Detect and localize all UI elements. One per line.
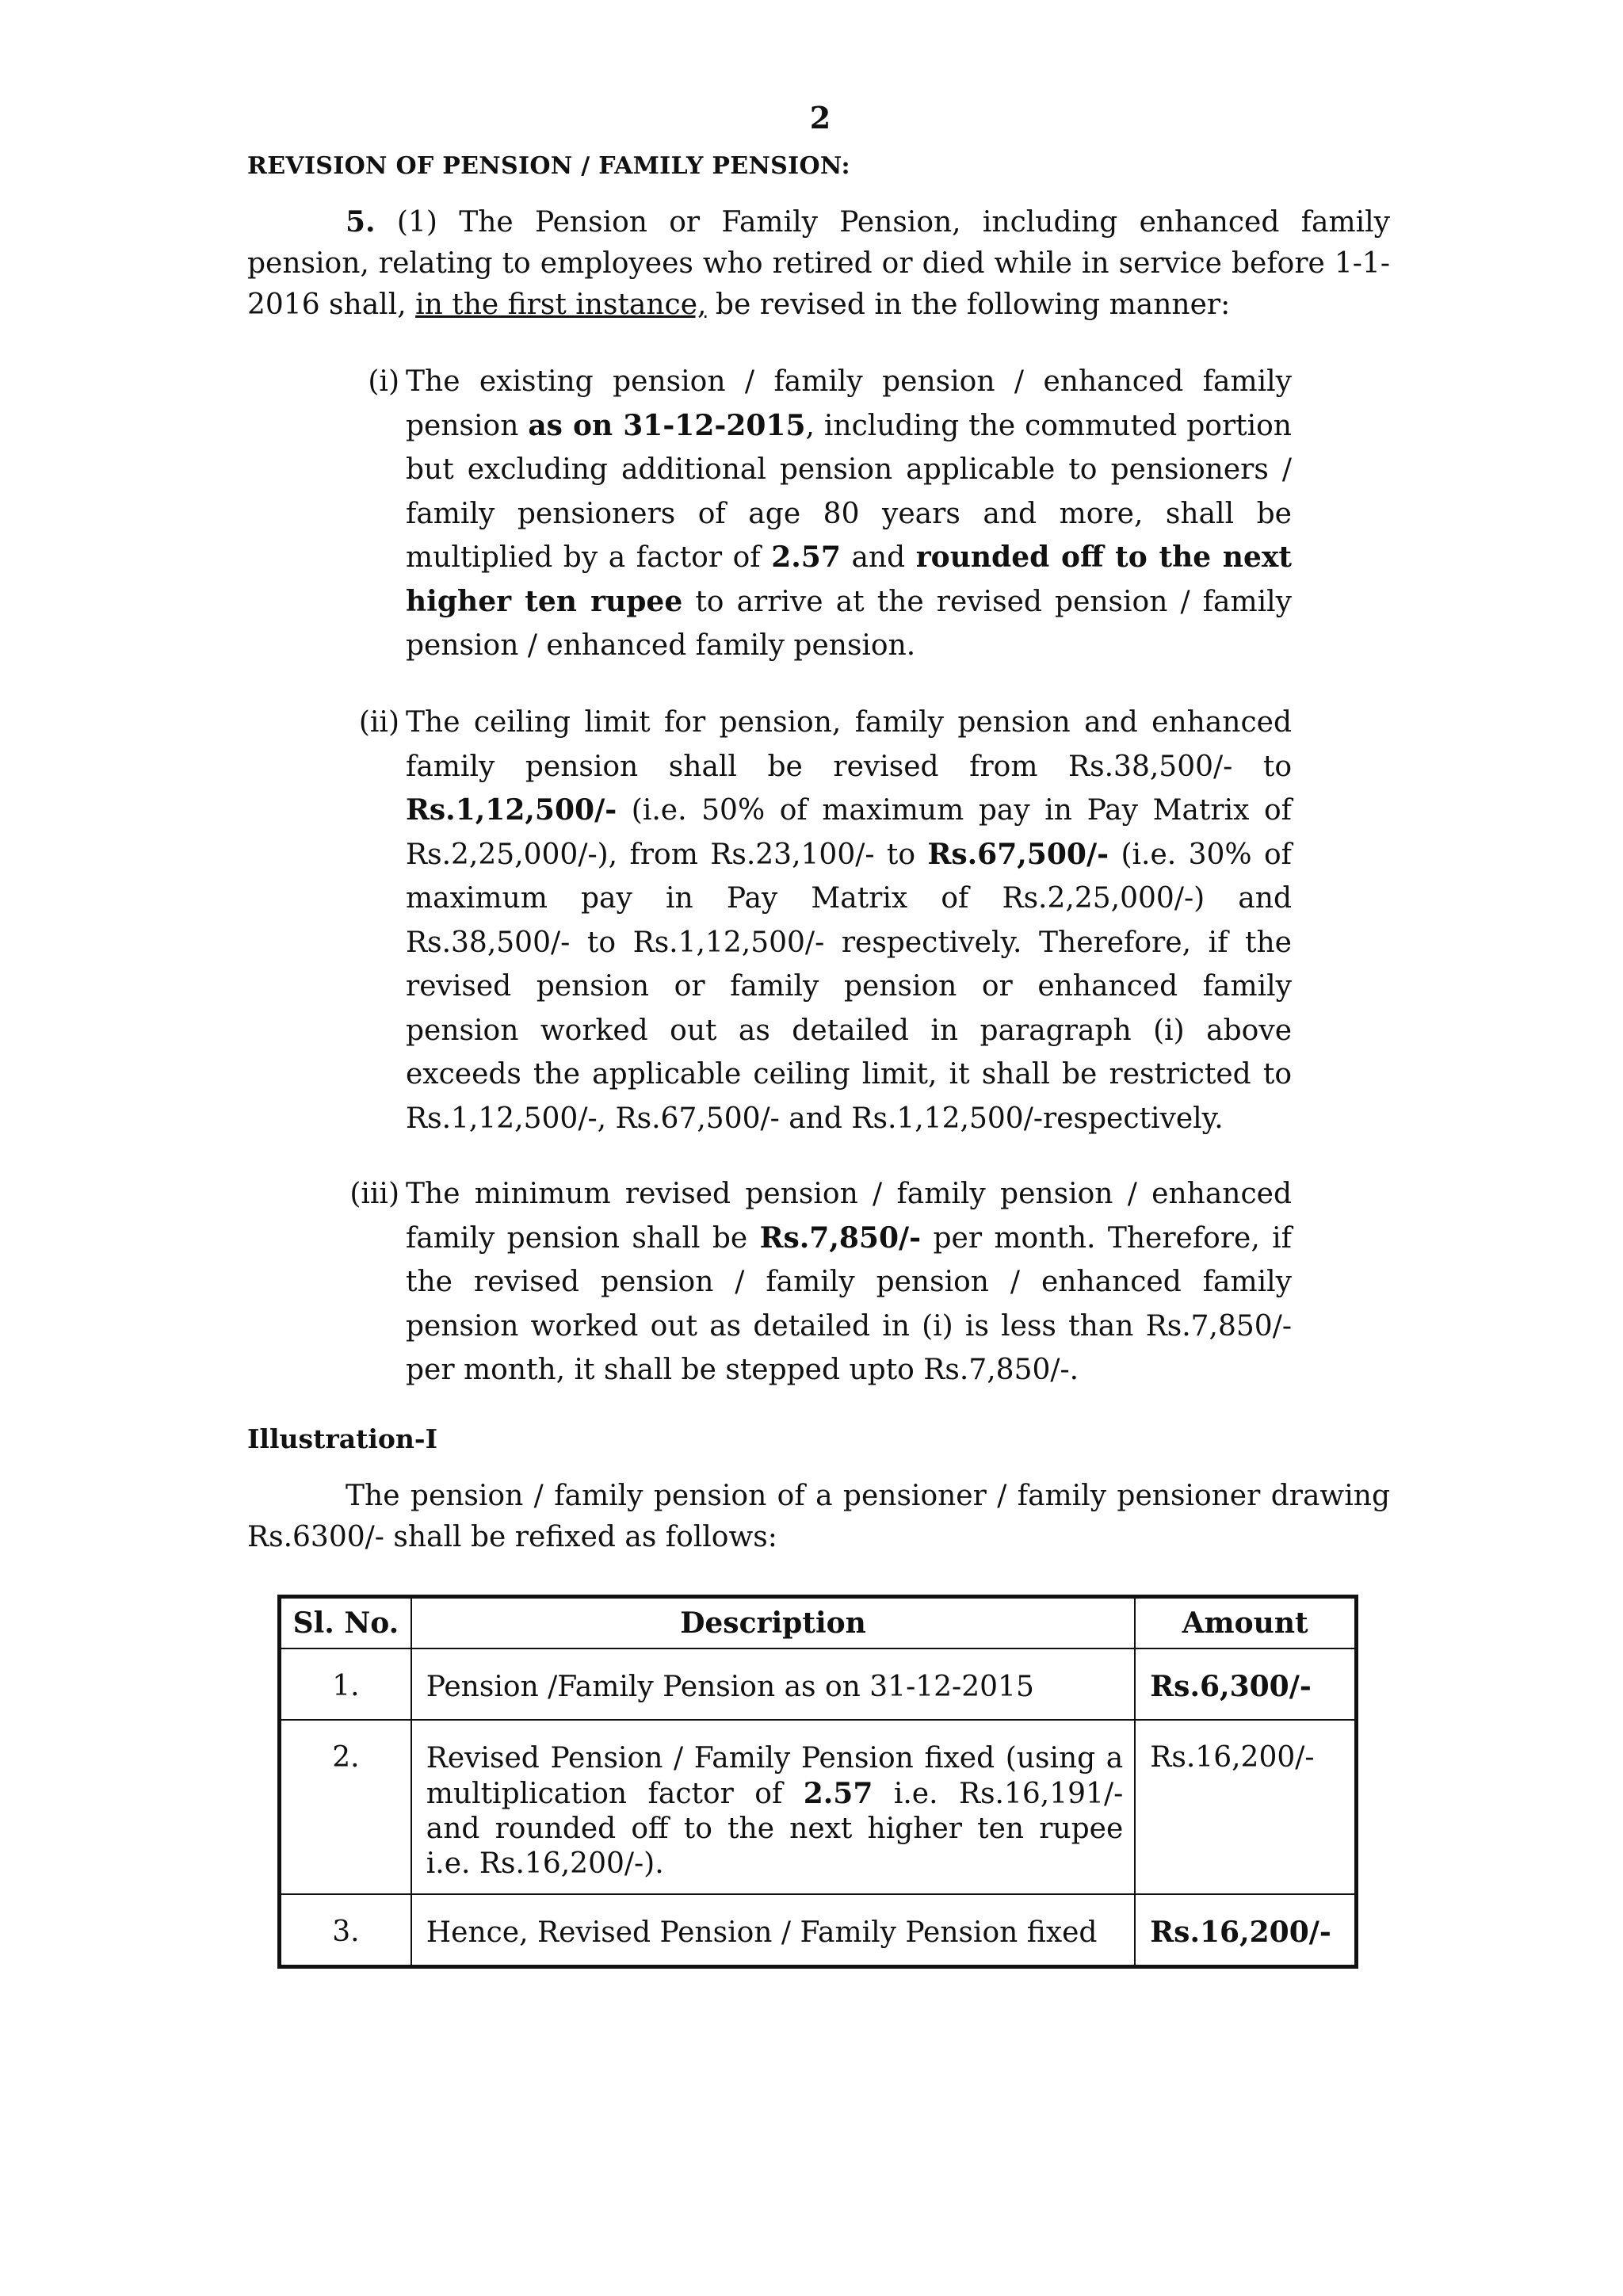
clause-iii-bold-minimum: Rs.7,850/- <box>759 1221 922 1255</box>
cell-description <box>411 1720 1136 1894</box>
clause-iii <box>349 1172 1292 1392</box>
table-row <box>280 1894 1357 1967</box>
cell-amount: Rs.6,300/- <box>1135 1648 1356 1720</box>
clause-ii <box>358 701 1292 1140</box>
cell-sl: 2. <box>280 1720 411 1894</box>
clause-iii-text-2: per month. Therefore, if the revised pension / family pension / enhanced family pension worked out as detailed in (i) is less than Rs.7,850/- per month, it shall be stepped upto Rs.7,850/-. <box>406 1221 1292 1386</box>
clause-i-bold-date: as on 31-12-2015 <box>528 408 806 442</box>
clause-ii-number: (ii) <box>358 706 399 739</box>
cell-amount: Rs.16,200/- <box>1135 1720 1356 1894</box>
header-amount: Amount <box>1135 1597 1356 1649</box>
clause-i-text-2: , including the commuted portion but excluding additional pension applicable to pensioners / family pensioners of age 80 years and more, shall be multiplied by a factor of <box>406 409 1292 574</box>
clause-iii-number: (iii) <box>349 1178 399 1210</box>
header-sl-no: Sl. No. <box>280 1597 411 1649</box>
illustration-table <box>277 1595 1358 1969</box>
paragraph-5-tail: be revised in the following manner: <box>715 288 1231 321</box>
illustration-sentence: The pension / family pension of a pensioner / family pensioner drawing Rs.6300/- shall be refixed as follows: <box>247 1480 1390 1553</box>
clause-i <box>368 360 1292 668</box>
clause-i-text-3: and <box>851 541 906 574</box>
section-heading: REVISION OF PENSION / FAMILY PENSION: <box>247 152 850 180</box>
table-row <box>280 1720 1357 1894</box>
clause-i-number: (i) <box>368 365 399 398</box>
paragraph-5-underlined: in the first instance, <box>415 288 707 321</box>
cell-description: Hence, Revised Pension / Family Pension fixed <box>411 1894 1136 1967</box>
cell-amount: Rs.16,200/- <box>1135 1894 1356 1967</box>
cell-sl: 1. <box>280 1648 411 1720</box>
illustration-text <box>247 1476 1390 1558</box>
clause-i-text-1: The existing pension / family pension / enhanced family pension <box>406 365 1292 442</box>
table-row <box>280 1648 1357 1720</box>
clause-ii-bold-family-ceiling: Rs.67,500/- <box>927 837 1109 871</box>
paragraph-5 <box>247 201 1390 326</box>
clause-i-bold-factor: 2.57 <box>771 541 841 574</box>
clause-iii-text-1: The minimum revised pension / family pension / enhanced family pension shall be <box>406 1178 1292 1255</box>
cell-description-part-a: Revised Pension / Family Pension fixed (using a multiplication factor of <box>426 1742 1124 1810</box>
illustration-heading: Illustration-I <box>247 1423 438 1454</box>
clause-i-bold-rounding: rounded off to the next higher ten rupee <box>406 541 1292 618</box>
table-header-row <box>280 1597 1357 1649</box>
cell-description-factor: 2.57 <box>803 1777 873 1810</box>
clause-ii-text-1: The ceiling limit for pension, family pension and enhanced family pension shall be revised from Rs.38,500/- to <box>406 706 1292 783</box>
clause-i-text-4: to arrive at the revised pension / family pension / enhanced family pension. <box>406 585 1292 662</box>
clause-ii-bold-ceiling: Rs.1,12,500/- <box>406 793 617 827</box>
cell-description-part-c: i.e. Rs.16,191/- and rounded off to the next higher ten rupee i.e. Rs.16,200/-). <box>426 1778 1124 1880</box>
paragraph-5-lead: (1) The Pension or Family Pension, including enhanced family pension, relating to employees who retired or died while in service before 1-1-2016 shall, <box>247 206 1390 321</box>
cell-sl: 3. <box>280 1894 411 1967</box>
clause-ii-text-2: (i.e. 50% of maximum pay in Pay Matrix of Rs.2,25,000/-), from Rs.23,100/- to <box>406 794 1292 871</box>
clause-ii-text-3: (i.e. 30% of maximum pay in Pay Matrix of Rs.2,25,000/-) and Rs.38,500/- to Rs.1,12,500/- respectively. Therefore, if the revised pension or family pension or enhanced family pension worked out as detailed in paragraph (i) above exceeds the applicable ceiling limit, it shall be restricted to Rs.1,12,500/-, Rs.67,500/- and Rs.1,12,500/-respectively. <box>406 838 1292 1135</box>
page-number: 2 <box>809 100 831 136</box>
header-description: Description <box>411 1597 1136 1649</box>
cell-description: Pension /Family Pension as on 31-12-2015 <box>411 1648 1136 1720</box>
paragraph-number: 5. <box>346 205 376 239</box>
